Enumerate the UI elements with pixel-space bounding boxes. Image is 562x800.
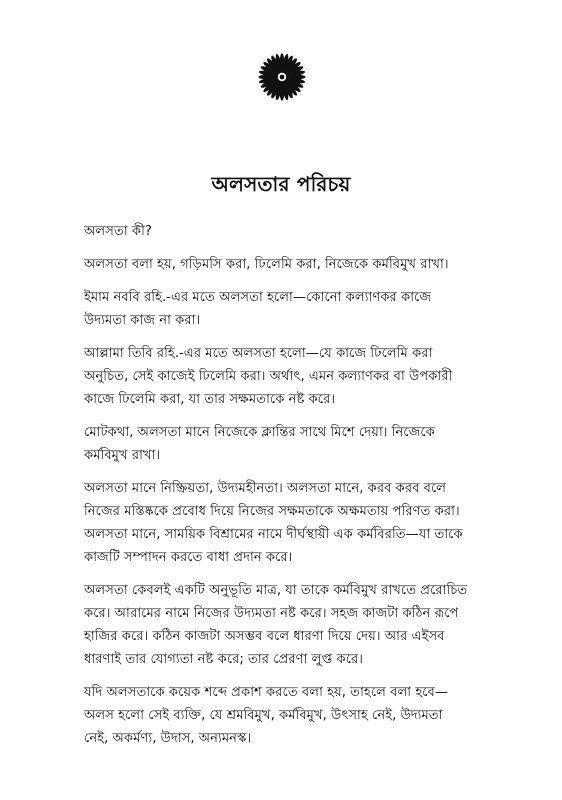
text-line: কাজে ঢিলেমি করা, যা তার সক্ষমতাকে নষ্ট করে। bbox=[84, 392, 336, 407]
text-line: উদ্যমতা কাজ না করা। bbox=[84, 313, 201, 328]
paragraph bbox=[84, 253, 514, 276]
text-line: অলসতা মানে নিষ্ক্রিয়তা, উদ্যমহীনতা। অলসতা মানে, করব করব বলে bbox=[84, 481, 447, 496]
text-line: নেই, অকর্মণ্য, উদাস, অন্যমনস্ক। bbox=[84, 731, 252, 746]
paragraph bbox=[84, 421, 514, 467]
text-line: ধারণাই তার যোগ্যতা নষ্ট করে; তার প্রেরণা লুপ্ত করে। bbox=[84, 652, 363, 667]
paragraph bbox=[84, 286, 514, 332]
chapter-title: অলসতার পরিচয় bbox=[211, 172, 351, 196]
text-line: ইমাম নববি রহি.-এর মতে অলসতা হলো—কোনো কল্যাণকর কাজে bbox=[84, 290, 432, 305]
text-line: অলস হলো সেই ব্যক্তি, যে শ্রমবিমুখ, কর্মবিমুখ, উৎসাহ নেই, উদ্যমতা bbox=[84, 708, 443, 723]
sunburst-flower-ornament-icon bbox=[257, 52, 307, 102]
text-line: মোটকথা, অলসতা মানে নিজেকে ক্লান্তির সাথে মিশে দেয়া। নিজেকে bbox=[84, 425, 435, 440]
text-line: হাজির করে। কঠিন কাজটা অসম্ভব বলে ধারণা দিয়ে দেয়। আর এইসব bbox=[84, 629, 445, 644]
paragraph bbox=[84, 477, 514, 569]
text-line: নিজের মস্তিষ্ককে প্রবোধ দিয়ে নিজের সক্ষমতাকে অক্ষমতায় পরিণত করা। bbox=[84, 504, 460, 519]
text-line: অলসতা কী? bbox=[84, 224, 152, 239]
text-line: অলসতা কেবলই একটি অনুভূতি মাত্র, যা তাকে কর্মবিমুখ রাখতে প্ররোচিত bbox=[84, 583, 468, 598]
text-line: করে। আরামের নামে নিজের উদ্যমতা নষ্ট করে। সহজ কাজটা কঠিন রূপে bbox=[84, 606, 459, 621]
text-line: কর্মবিমুখ রাখা। bbox=[84, 448, 161, 463]
text-line: যদি অলসতাকে কয়েক শব্দে প্রকাশ করতে বলা হয়, তাহলে বলা হবে— bbox=[84, 685, 449, 700]
body-text bbox=[84, 220, 514, 760]
paragraph bbox=[84, 342, 514, 411]
paragraph bbox=[84, 220, 514, 243]
text-line: কাজটি সম্পাদন করতে বাধা প্রদান করে। bbox=[84, 550, 293, 565]
text-line: আল্লামা তিবি রহি.-এর মতে অলসতা হলো—যে কাজে ঢিলেমি করা bbox=[84, 346, 433, 361]
text-line: অনুচিত, সেই কাজেই ঢিলেমি করা। অর্থাৎ, এমন কল্যাণকর বা উপকারী bbox=[84, 369, 453, 384]
text-line: অলসতা মানে, সাময়িক বিশ্রামের নামে দীর্ঘস্থায়ী এক কর্মবিরতি—যা তাকে bbox=[84, 527, 463, 542]
paragraph bbox=[84, 579, 514, 671]
text-line: অলসতা বলা হয়, গড়িমসি করা, ঢিলেমি করা, নিজেকে কর্মবিমুখ রাখা। bbox=[84, 257, 449, 272]
paragraph bbox=[84, 681, 514, 750]
